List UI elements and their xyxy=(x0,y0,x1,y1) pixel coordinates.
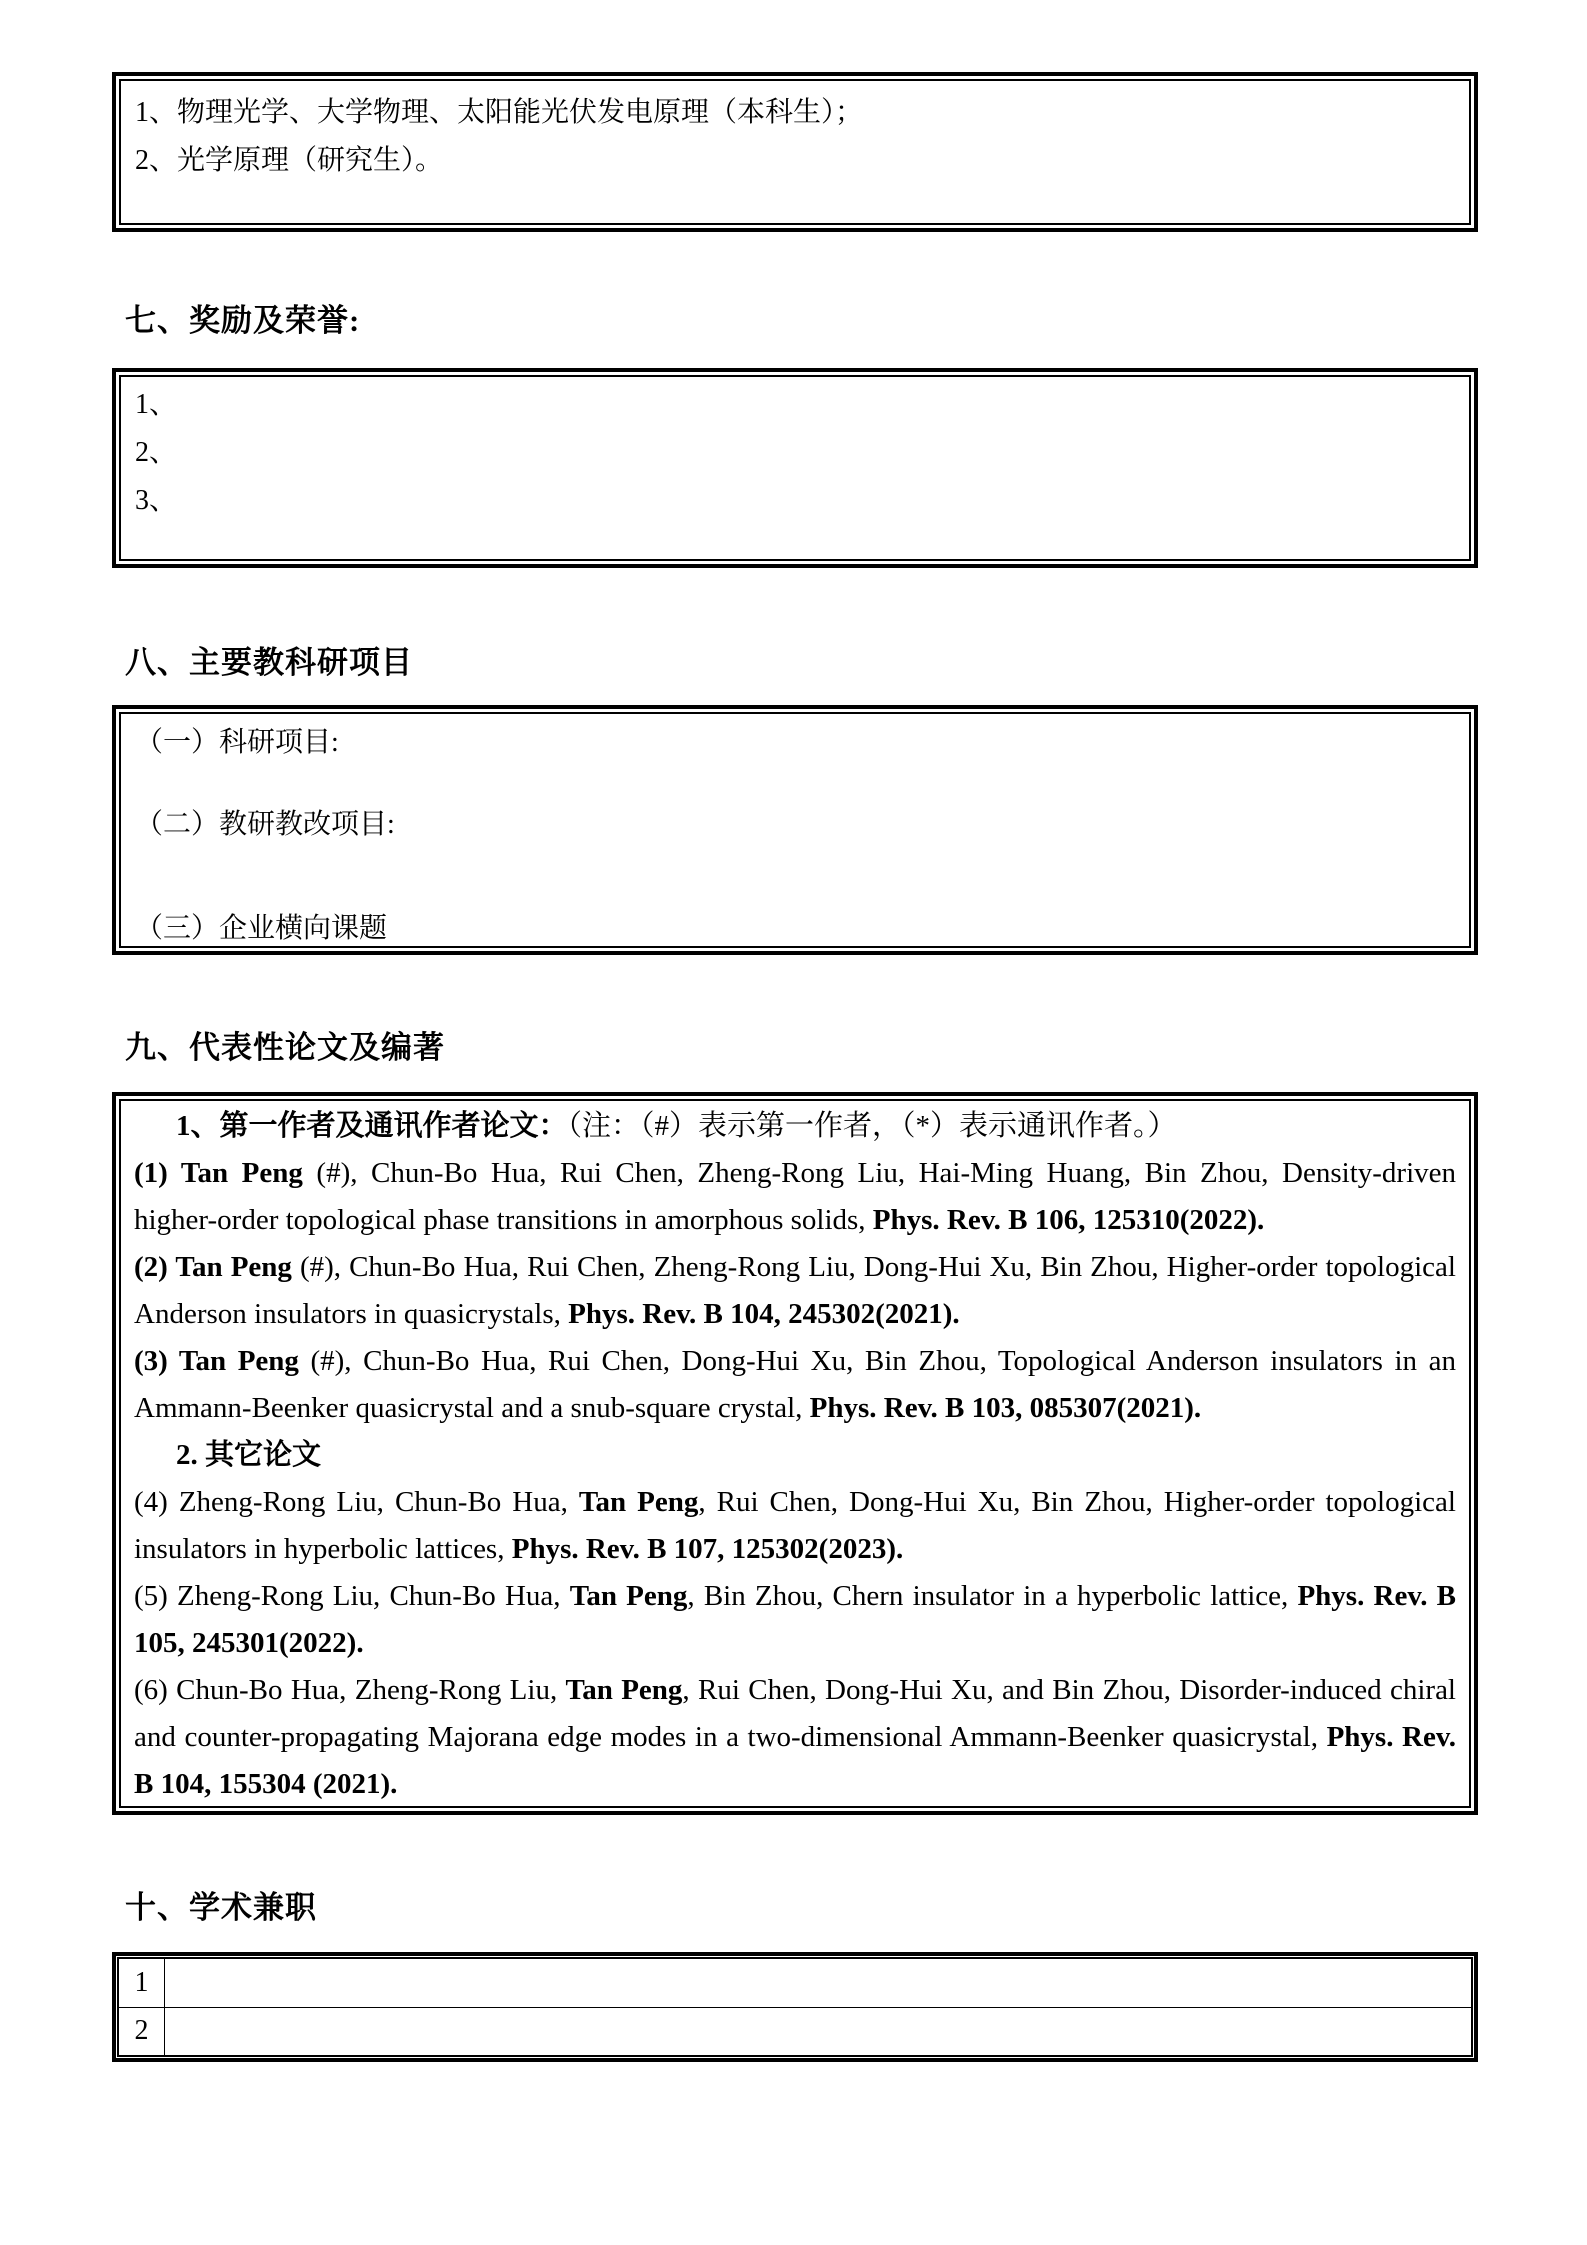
paper-entry-3 xyxy=(134,1338,1456,1432)
paper-entry-1-bold-segment: (1) Tan Peng xyxy=(134,1157,303,1189)
paper-entry-6 xyxy=(134,1667,1456,1808)
course-line-1: 1、物理光学、大学物理、太阳能光伏发电原理（本科生）； xyxy=(135,97,864,128)
courses-box xyxy=(112,72,1478,232)
projects-box-inner-border xyxy=(119,712,1471,948)
papers-group1-heading-segment: （注：（#）表示第一作者，（*）表示通讯作者。） xyxy=(567,1110,1177,1142)
paper-entry-6-bold-segment: Tan Peng xyxy=(565,1674,683,1706)
project-category-enterprise: （三）企业横向课题 xyxy=(135,913,388,944)
paper-entry-4-segment: (4) Zheng-Rong Liu, Chun-Bo Hua, xyxy=(134,1486,579,1518)
paper-entry-1 xyxy=(134,1150,1456,1244)
paper-entry-2-bold-segment: Phys. Rev. B 104, 245302(2021). xyxy=(568,1298,960,1330)
paper-entry-3-bold-segment: Phys. Rev. B 103, 085307(2021). xyxy=(809,1392,1202,1424)
section-heading-projects: 八、主要教科研项目 xyxy=(125,645,413,680)
course-line-2: 2、光学原理（研究生）。 xyxy=(135,145,444,176)
row-content-cell xyxy=(165,1959,1471,2007)
paper-entry-1-segment: (#), Chun-Bo Hua, Rui Chen, Zheng-Rong Liu, Hai-Ming Huang, Bin Zhou, Density-driven higher-order topological phase transitions in amorphous solids, xyxy=(134,1157,1456,1236)
paper-entry-6-segment: , Rui Chen, Dong-Hui Xu, and Bin Zhou, Disorder-induced chiral and counter-propagating Majorana edge modes in a two-dimensional Ammann-Beenker quasicrystal, xyxy=(134,1674,1456,1753)
paper-entry-5-segment: , Bin Zhou, Chern insulator in a hyperbolic lattice, xyxy=(687,1580,1298,1612)
project-category-teaching-reform: （二）教研教改项目: xyxy=(135,809,395,840)
papers-box xyxy=(112,1092,1478,1815)
papers-group1-heading xyxy=(134,1103,1456,1150)
awards-box-inner-border xyxy=(119,375,1471,561)
academic-table-row-2 xyxy=(119,2008,1471,2056)
paper-entry-5-bold-segment: Phys. Rev. B 105, 245301(2022). xyxy=(134,1580,1456,1659)
courses-box-inner-border xyxy=(119,79,1471,225)
paper-entry-2-bold-segment: (2) Tan Peng xyxy=(134,1251,292,1283)
paper-entry-6-bold-segment: Phys. Rev. B 104, 155304 (2021). xyxy=(134,1721,1457,1800)
paper-entry-5 xyxy=(134,1573,1456,1667)
paper-entry-2 xyxy=(134,1244,1456,1338)
paper-entry-4-bold-segment: Phys. Rev. B 107, 125302(2023). xyxy=(511,1533,904,1565)
paper-entry-1-bold-segment: Phys. Rev. B 106, 125310(2022). xyxy=(872,1204,1265,1236)
academic-table-inner-border xyxy=(117,1957,1473,2057)
row-content-cell xyxy=(165,2008,1471,2056)
projects-box xyxy=(112,705,1478,955)
project-category-research: （一）科研项目: xyxy=(135,727,339,758)
paper-entry-4-bold-segment: Tan Peng xyxy=(578,1486,699,1518)
row-number: 2 xyxy=(119,2008,165,2056)
academic-positions-table xyxy=(112,1952,1478,2062)
section-heading-papers: 九、代表性论文及编著 xyxy=(125,1030,445,1065)
paper-entry-4-segment: , Rui Chen, Dong-Hui Xu, Bin Zhou, Higher-order topological insulators in hyperbolic lattices, xyxy=(134,1486,1456,1565)
paper-entry-3-segment: (#), Chun-Bo Hua, Rui Chen, Dong-Hui Xu, Bin Zhou, Topological Anderson insulators in an Ammann-Beenker quasicrystal and a snub-square crystal, xyxy=(134,1345,1456,1424)
paper-entry-6-segment: (6) Chun-Bo Hua, Zheng-Rong Liu, xyxy=(134,1674,566,1706)
academic-table-row-1 xyxy=(119,1959,1471,2008)
paper-entry-3-bold-segment: (3) Tan Peng xyxy=(134,1345,299,1377)
paper-entry-2-segment: (#), Chun-Bo Hua, Rui Chen, Zheng-Rong Liu, Dong-Hui Xu, Bin Zhou, Higher-order topological Anderson insulators in quasicrystals, xyxy=(134,1251,1456,1330)
award-line-1: 1、 xyxy=(135,389,178,420)
paper-entry-5-segment: (5) Zheng-Rong Liu, Chun-Bo Hua, xyxy=(134,1580,570,1612)
paper-entry-5-bold-segment: Tan Peng xyxy=(569,1580,688,1612)
section-heading-awards: 七、奖励及荣誉: xyxy=(125,303,361,338)
papers-box-inner-border xyxy=(119,1099,1471,1808)
papers-group2-heading xyxy=(134,1432,1456,1479)
papers-paragraphs xyxy=(121,1101,1469,1806)
papers-group2-heading-bold-segment: 2. 其它论文 xyxy=(176,1439,322,1471)
row-number: 1 xyxy=(119,1959,165,2007)
award-line-2: 2、 xyxy=(135,437,178,468)
section-heading-academic-positions: 十、学术兼职 xyxy=(125,1890,317,1925)
papers-group1-heading-bold-segment: 1、第一作者及通讯作者论文： xyxy=(176,1110,568,1142)
paper-entry-4 xyxy=(134,1479,1456,1573)
awards-box xyxy=(112,368,1478,568)
award-line-3: 3、 xyxy=(135,485,178,516)
